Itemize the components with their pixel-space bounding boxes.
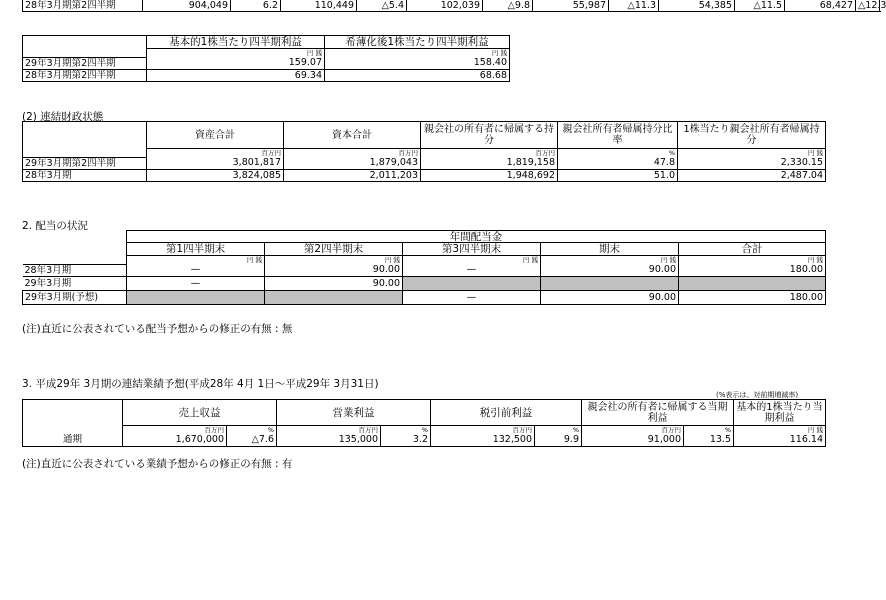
unit-label: 百万円: [277, 426, 381, 435]
row-label: 29年3月期: [23, 277, 127, 291]
cell: 68.68: [325, 70, 510, 82]
row-label: 28年3月期: [23, 265, 127, 277]
column-header: 親会社の所有者に帰属する持分: [421, 122, 558, 149]
cell: 2,487.04: [678, 170, 826, 182]
cell: 68,427: [785, 0, 856, 12]
column-header: 売上収益: [123, 400, 277, 426]
unit-label: 百万円: [123, 426, 227, 435]
row-label: 29年3月期第2四半期: [23, 58, 147, 70]
cell: 1,948,692: [421, 170, 558, 182]
unit-label: 円 銭: [127, 256, 265, 265]
column-header: 親会社所有者帰属持分比率: [558, 122, 678, 149]
dividends-table: [22, 230, 826, 305]
cell: 158.40: [325, 58, 510, 70]
unit-label: %: [558, 149, 678, 158]
forecast-note: (注)直近に公表されている業績予想からの修正の有無 : 有: [22, 458, 293, 470]
cell: 2,011,203: [284, 170, 421, 182]
shaded-cell: [403, 277, 541, 291]
column-header: 基本的1株当たり四半期利益: [147, 36, 325, 49]
column-header: 資本合計: [284, 122, 421, 149]
unit-label: 円 銭: [734, 426, 826, 435]
cell: △9.8: [483, 0, 533, 12]
cell: —: [127, 277, 265, 291]
column-header: 合計: [679, 243, 826, 256]
row-label: 29年3月期(予想): [23, 291, 127, 305]
unit-label: 百万円: [421, 149, 558, 158]
unit-label: 円 銭: [265, 256, 403, 265]
cell: 180.00: [679, 291, 826, 305]
financial-position-table: [22, 121, 826, 182]
cell: 90.00: [541, 265, 679, 277]
cell: △7.6: [227, 435, 277, 447]
corner-cell: [23, 256, 127, 265]
unit-label: %: [535, 426, 582, 435]
corner-cell: [23, 49, 147, 58]
column-header: 第3四半期末: [403, 243, 541, 256]
cell: 6.2: [231, 0, 281, 12]
cell: 102,039: [407, 0, 483, 12]
cell: 3,824,085: [147, 170, 284, 182]
unit-label: 百万円: [147, 149, 284, 158]
row-label: 28年3月期: [23, 170, 147, 182]
cell: 13.5: [684, 435, 734, 447]
cell: 2,330.15: [678, 158, 826, 170]
unit-label: %: [381, 426, 431, 435]
unit-label: 百万円: [284, 149, 421, 158]
cell: △11.3: [609, 0, 659, 12]
column-header: 希薄化後1株当たり四半期利益: [325, 36, 510, 49]
unit-label: 円 銭: [325, 49, 510, 58]
cell: 110,449: [281, 0, 357, 12]
cell: △11.5: [735, 0, 785, 12]
cell: 3.2: [381, 435, 431, 447]
percent-note: (%表示は、対前期増減率): [716, 391, 799, 399]
section-title: 2. 配当の状況: [22, 220, 88, 232]
cell: 132,500: [431, 435, 535, 447]
cell: 1,819,158: [421, 158, 558, 170]
column-header: 営業利益: [277, 400, 431, 426]
corner-cell: [23, 400, 123, 426]
corner-cell: [23, 243, 127, 256]
cell: 904,049: [143, 0, 231, 12]
cell: 159.07: [147, 58, 325, 70]
cell: 51.0: [558, 170, 678, 182]
shaded-cell: [127, 291, 265, 305]
unit-label: 円 銭: [403, 256, 541, 265]
row-label: 29年3月期第2四半期: [23, 158, 147, 170]
unit-label: 円 銭: [679, 256, 826, 265]
cell: 90.00: [265, 277, 403, 291]
row-label: 通期: [23, 435, 123, 447]
dividend-note: (注)直近に公表されている配当予想からの修正の有無 : 無: [22, 323, 293, 335]
section-title: (2) 連結財政状態: [22, 111, 104, 123]
cell: 135,000: [277, 435, 381, 447]
column-header: 期末: [541, 243, 679, 256]
corner-cell: [23, 36, 147, 49]
forecast-table: [22, 399, 826, 447]
cell: 69.34: [147, 70, 325, 82]
operating-results-table: [22, 0, 886, 12]
column-header: 1株当たり親会社所有者帰属持分: [678, 122, 826, 149]
shaded-cell: [541, 277, 679, 291]
shaded-cell: [679, 277, 826, 291]
cell: 3,801,817: [147, 158, 284, 170]
cell: 90.00: [541, 291, 679, 305]
unit-label: %: [684, 426, 734, 435]
corner-cell: [23, 149, 147, 158]
cell: —: [403, 265, 541, 277]
cell: —: [127, 265, 265, 277]
cell: 180.00: [679, 265, 826, 277]
corner-cell: [23, 122, 147, 149]
column-header: 税引前利益: [431, 400, 582, 426]
column-header: 資産合計: [147, 122, 284, 149]
cell: 9.9: [535, 435, 582, 447]
unit-label: 円 銭: [541, 256, 679, 265]
group-header: 年間配当金: [127, 231, 826, 243]
column-header: 第2四半期末: [265, 243, 403, 256]
cell: —: [403, 291, 541, 305]
column-header: 親会社の所有者に帰属する当期利益: [582, 400, 734, 426]
cell: △5.4: [357, 0, 407, 12]
corner-cell: [23, 231, 127, 243]
cell: 91,000: [582, 435, 684, 447]
cell: 54,385: [659, 0, 735, 12]
cell: 55,987: [533, 0, 609, 12]
eps-table: [22, 35, 510, 82]
row-label: 28年3月期第2四半期: [23, 70, 147, 82]
unit-label: 百万円: [431, 426, 535, 435]
unit-label: 円 銭: [147, 49, 325, 58]
column-header: 第1四半期末: [127, 243, 265, 256]
cell: 1,879,043: [284, 158, 421, 170]
cell: 116.14: [734, 435, 826, 447]
row-label: 28年3月期第2四半期: [23, 0, 143, 12]
section-title: 3. 平成29年 3月期の連結業績予想(平成28年 4月 1日～平成29年 3月31日): [22, 378, 379, 390]
unit-label: 円 銭: [678, 149, 826, 158]
shaded-cell: [265, 291, 403, 305]
unit-label: %: [227, 426, 277, 435]
cell: 47.8: [558, 158, 678, 170]
column-header: 基本的1株当たり当期利益: [734, 400, 826, 426]
cell: △12.3: [856, 0, 880, 12]
cell: 1,670,000: [123, 435, 227, 447]
cell: 90.00: [265, 265, 403, 277]
unit-label: 百万円: [582, 426, 684, 435]
